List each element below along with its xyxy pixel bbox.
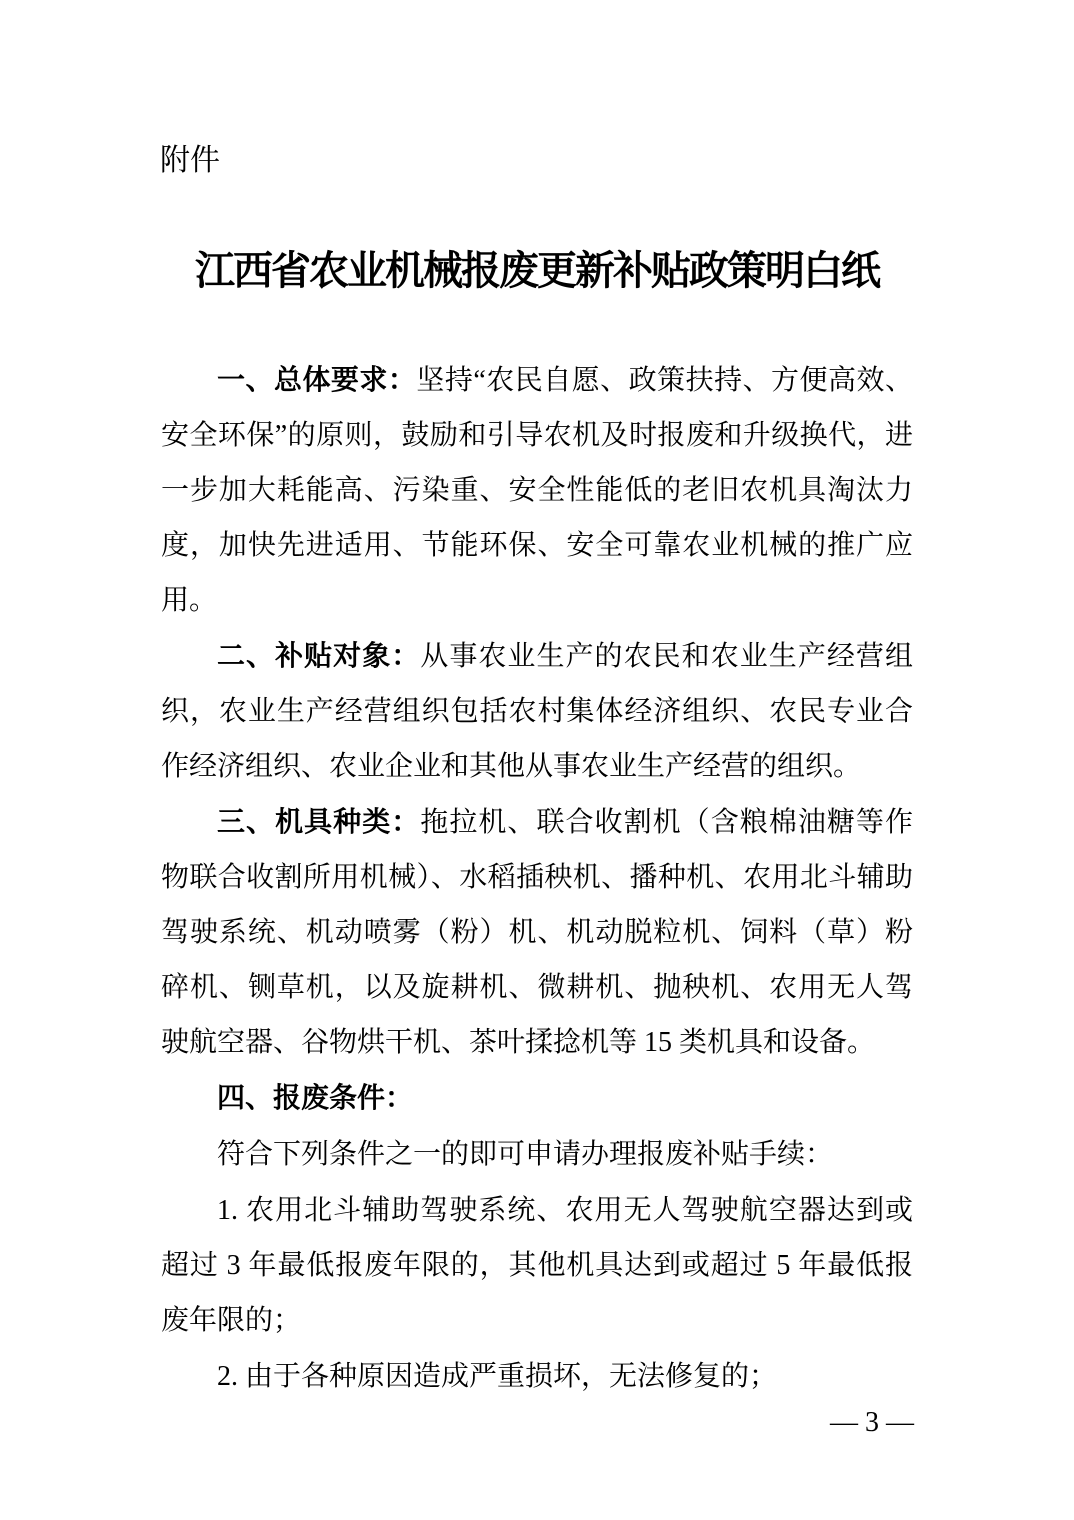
paragraph-subsidy-targets (161, 628, 913, 794)
paragraph-heading: 二、补贴对象： (217, 640, 421, 671)
paragraph-conditions-intro (161, 1126, 913, 1182)
paragraph-heading: 三、机具种类： (217, 806, 421, 837)
page-number: — 3 — (830, 1407, 914, 1438)
attachment-label: 附件 (160, 144, 220, 177)
document-title: 江西省农业机械报废更新补贴政策明白纸 (195, 248, 879, 293)
paragraph-text: 从事农业生产的农民和农业生产经营组织，农业生产经营组织包括农村集体经济组织、农民专业合作经济组织、农业企业和其他从事农业生产经营的组织。 (161, 641, 913, 782)
paragraph-text: 2. 由于各种原因造成严重损坏，无法修复的； (217, 1361, 778, 1392)
paragraph-condition-1 (161, 1182, 913, 1348)
paragraph-text: 符合下列条件之一的即可申请办理报废补贴手续： (217, 1139, 834, 1170)
paragraph-text: 拖拉机、联合收割机（含粮棉油糖等作物联合收割所用机械）、水稻插秧机、播种机、农用北斗辅助驾驶系统、机动喷雾（粉）机、机动脱粒机、饲料（草）粉碎机、铡草机，以及旋耕机、微耕机、抛秧机、农用无人驾驶航空器、谷物烘干机、茶叶揉捻机等 15 类机具和设备。 (161, 807, 913, 1058)
paragraph-text: 坚持“农民自愿、政策扶持、方便高效、安全环保”的原则，鼓励和引导农机及时报废和升级换代，进一步加大耗能高、污染重、安全性能低的老旧农机具淘汰力度，加快先进适用、节能环保、安全可靠农业机械的推广应用。 (161, 365, 913, 616)
paragraph-machine-types (161, 794, 913, 1070)
paragraph-overall-requirements (161, 352, 913, 628)
paragraph-heading: 一、总体要求： (217, 364, 417, 395)
paragraph-text: 1. 农用北斗辅助驾驶系统、农用无人驾驶航空器达到或超过 3 年最低报废年限的，其他机具达到或超过 5 年最低报废年限的； (161, 1195, 913, 1336)
document-body (161, 352, 913, 1404)
paragraph-scrap-conditions-heading (161, 1070, 913, 1126)
paragraph-heading: 四、报废条件： (217, 1082, 414, 1113)
paragraph-condition-2 (161, 1348, 913, 1404)
